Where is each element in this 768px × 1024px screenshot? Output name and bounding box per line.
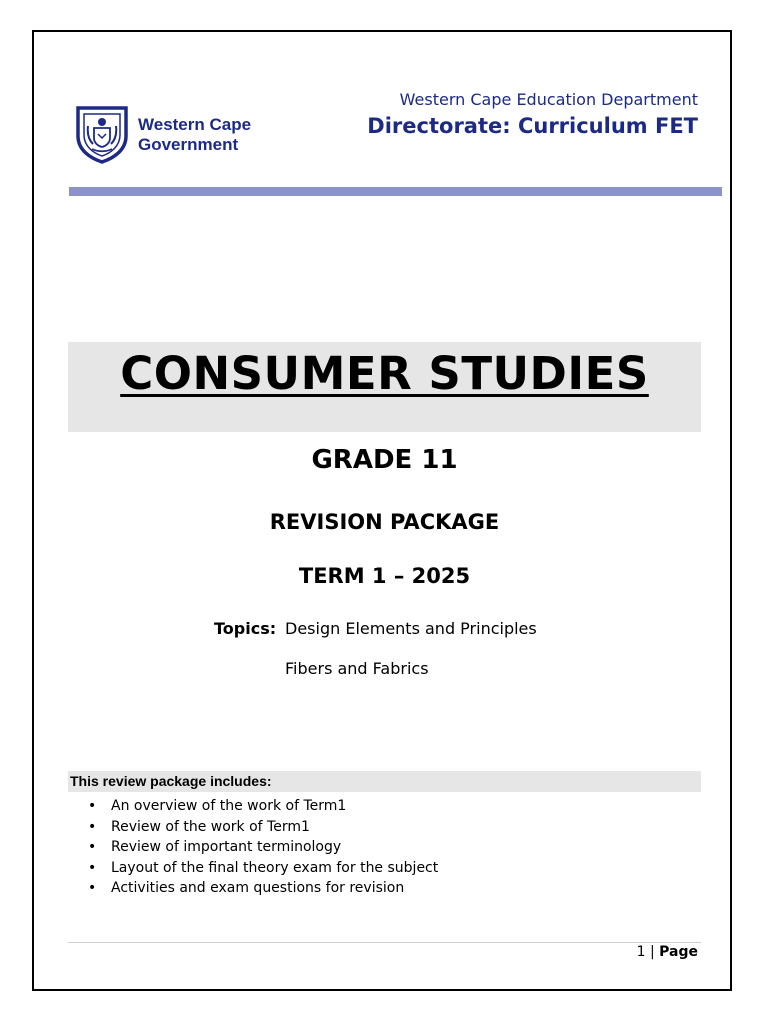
footer-divider [68,942,701,943]
grade-heading: GRADE 11 [311,445,458,475]
logo-text-line2: Government [138,135,239,154]
topic-item: Fibers and Fabrics [285,659,429,678]
list-item: • Review of the work of Term1 [88,817,438,838]
package-heading: REVISION PACKAGE [269,510,500,534]
government-logo [72,104,272,164]
page-separator: | [649,944,655,960]
term-heading: TERM 1 – 2025 [298,564,471,588]
list-item: • An overview of the work of Term1 [88,796,438,817]
directorate-name: Directorate: Curriculum FET [367,114,698,138]
topic-item: Design Elements and Principles [285,619,537,638]
title-band [68,342,701,432]
list-item: • Activities and exam questions for revision [88,878,438,899]
page-number: 1 [636,944,646,960]
list-item: • Layout of the final theory exam for the subject [88,858,438,879]
includes-heading: This review package includes: [68,771,701,792]
department-name: Western Cape Education Department [399,90,698,109]
includes-list [88,796,438,899]
page-label: Page [659,944,698,960]
list-item: • Review of important terminology [88,837,438,858]
document-title: CONSUMER STUDIES [120,347,649,400]
page-footer [637,944,698,960]
topics-label: Topics: [214,619,277,638]
header-divider [69,187,722,196]
logo-text-line1: Western Cape [138,115,252,134]
department-block [367,89,698,141]
coat-of-arms-icon [72,104,132,164]
